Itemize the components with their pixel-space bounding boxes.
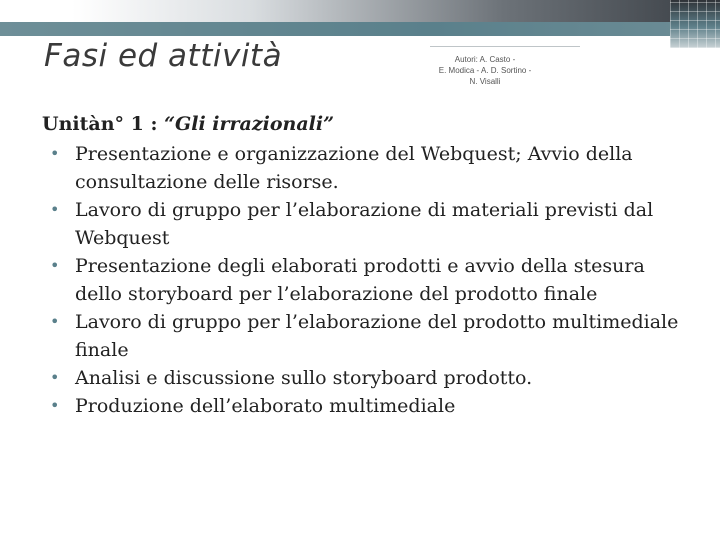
bullet-icon: •	[50, 144, 60, 163]
unit-heading	[42, 110, 682, 138]
list-item-text: Analisi e discussione sullo storyboard prodotto.	[75, 367, 533, 389]
bullet-icon: •	[50, 368, 60, 387]
header-divider	[430, 46, 580, 47]
authors-credit	[420, 54, 550, 87]
bullet-icon: •	[50, 200, 60, 219]
list-item	[42, 140, 682, 196]
unit-label: Unitàn° 1 :	[42, 113, 165, 135]
list-item	[42, 252, 682, 308]
accent-bar	[0, 22, 720, 36]
activity-list	[42, 140, 682, 420]
top-decorative-bar	[0, 0, 720, 22]
authors-line-2: E. Modica - A. D. Sortino -	[438, 66, 532, 75]
bullet-icon: •	[50, 396, 60, 415]
authors-line-1: Autori: A. Casto -	[454, 55, 516, 64]
corner-grid-decoration	[670, 0, 720, 48]
list-item-text: Lavoro di gruppo per l’elaborazione del prodotto multimediale finale	[75, 311, 679, 361]
list-item-text: Presentazione e organizzazione del Webquest; Avvio della consultazione delle risorse.	[75, 143, 633, 193]
slide-title: Fasi ed attività	[44, 38, 283, 74]
list-item-text: Produzione dell’elaborato multimediale	[75, 395, 456, 417]
list-item	[42, 392, 682, 420]
list-item	[42, 196, 682, 252]
bullet-icon: •	[50, 256, 60, 275]
bullet-icon: •	[50, 312, 60, 331]
slide-body	[42, 110, 682, 420]
list-item-text: Lavoro di gruppo per l’elaborazione di materiali previsti dal Webquest	[75, 199, 654, 249]
unit-title: “Gli irrazionali”	[164, 113, 335, 135]
list-item	[42, 308, 682, 364]
authors-line-3: N. Visalli	[469, 77, 501, 86]
list-item-text: Presentazione degli elaborati prodotti e avvio della stesura dello storyboard per l’elaborazione del prodotto finale	[75, 255, 645, 305]
list-item	[42, 364, 682, 392]
